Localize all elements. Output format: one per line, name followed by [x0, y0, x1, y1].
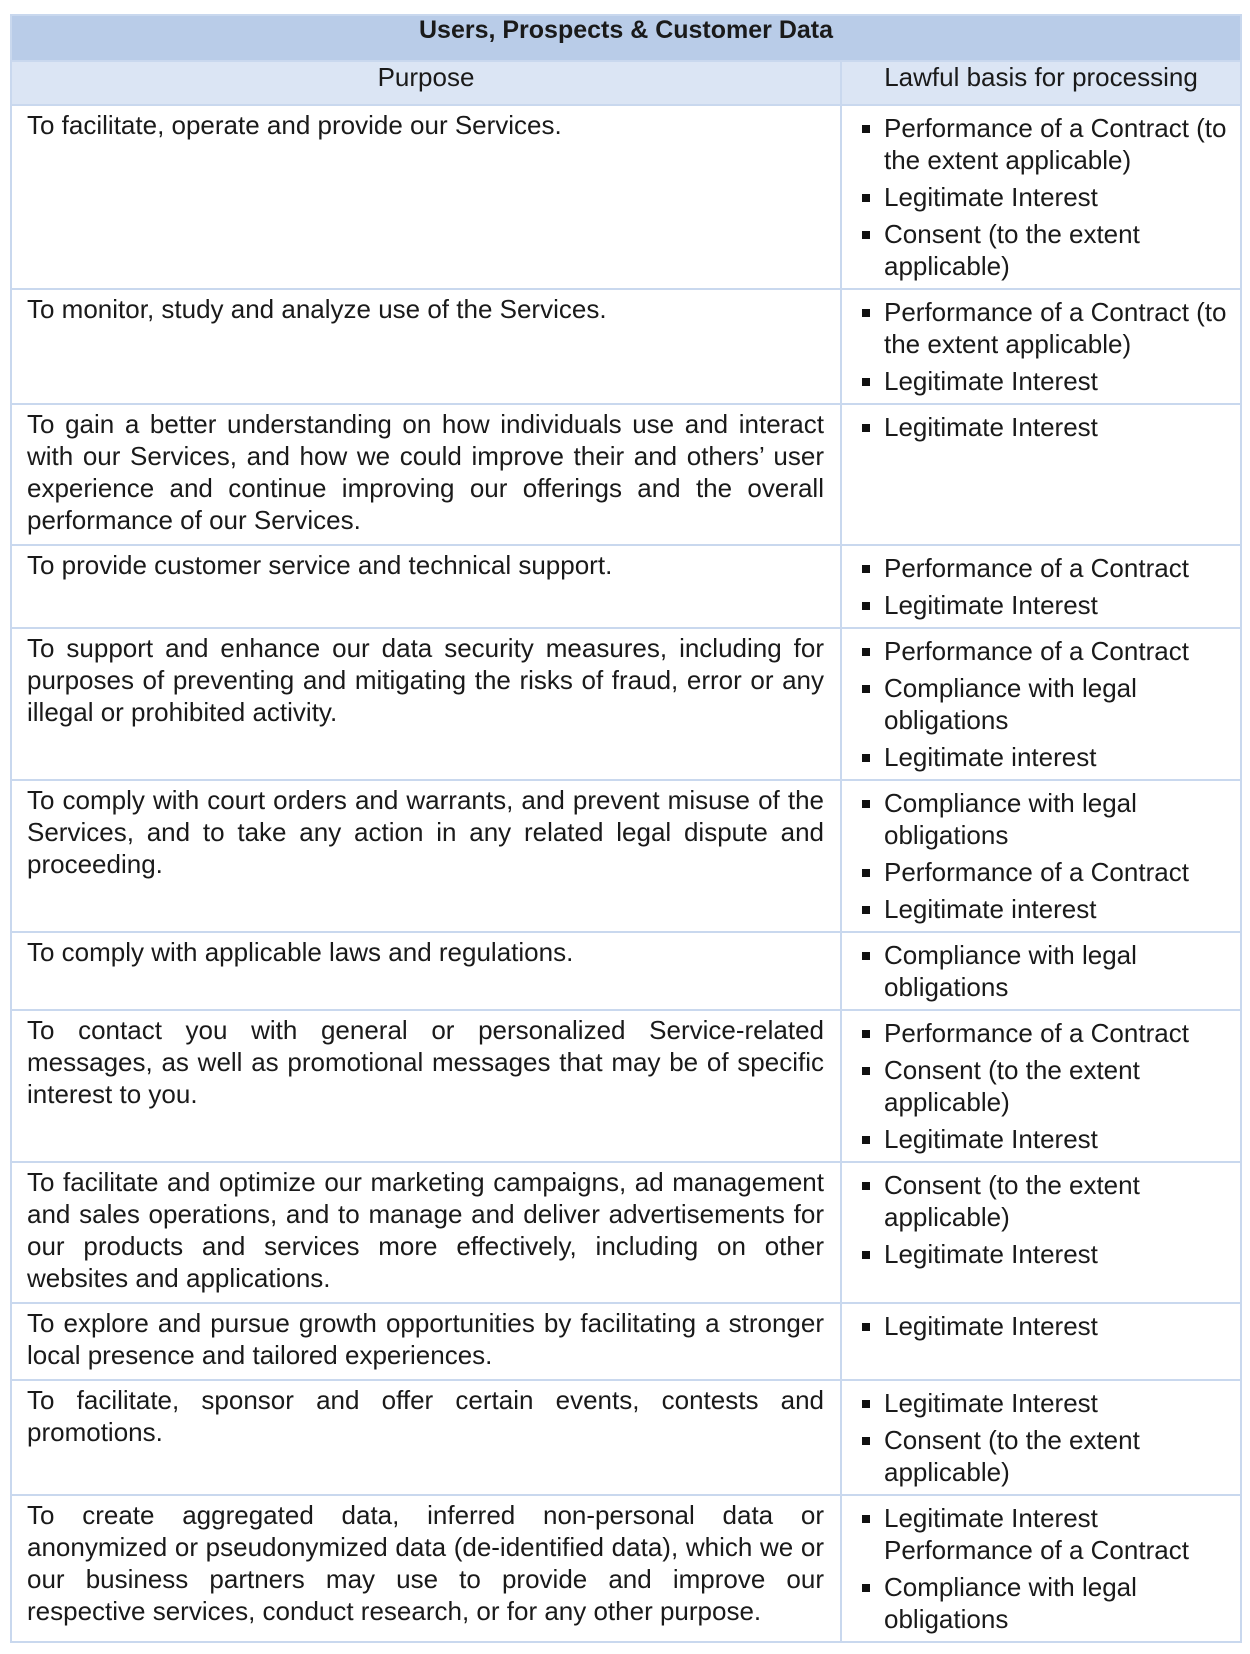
lawful-basis-text: Legitimate interest — [884, 894, 1097, 924]
square-bullet-icon — [862, 194, 870, 202]
list-item — [862, 787, 1230, 851]
list-item — [862, 1054, 1230, 1118]
purpose-cell: To support and enhance our data security measures, including for purposes of preventing and mitigating the risks of fraud, error or any illegal or prohibited activity. — [11, 628, 841, 780]
lawful-basis-list — [862, 1169, 1230, 1270]
lawful-basis-table — [10, 14, 1242, 1643]
lawful-basis-table-container — [10, 14, 1240, 1643]
list-item — [862, 1571, 1230, 1635]
lawful-basis-list — [862, 1387, 1230, 1488]
purpose-cell: To provide customer service and technical support. — [11, 545, 841, 628]
square-bullet-icon — [862, 1182, 870, 1190]
list-item — [862, 365, 1230, 397]
list-item — [862, 1238, 1230, 1270]
square-bullet-icon — [862, 1067, 870, 1075]
square-bullet-icon — [862, 685, 870, 693]
square-bullet-icon — [862, 1251, 870, 1259]
lawful-basis-cell — [841, 780, 1241, 932]
square-bullet-icon — [862, 906, 870, 914]
lawful-basis-list — [862, 787, 1230, 925]
list-item — [862, 589, 1230, 621]
lawful-basis-cell — [841, 545, 1241, 628]
lawful-basis-cell — [841, 1303, 1241, 1380]
list-item — [862, 1424, 1230, 1488]
lawful-basis-text: Compliance with legal obligations — [884, 1572, 1137, 1634]
lawful-basis-cell — [841, 105, 1241, 289]
lawful-basis-text: Compliance with legal obligations — [884, 788, 1137, 850]
square-bullet-icon — [862, 754, 870, 762]
table-row — [11, 1010, 1241, 1162]
lawful-basis-text: Compliance with legal obligations — [884, 673, 1137, 735]
lawful-basis-text: Legitimate interest — [884, 742, 1097, 772]
square-bullet-icon — [862, 1136, 870, 1144]
list-item — [862, 893, 1230, 925]
lawful-basis-cell — [841, 932, 1241, 1010]
lawful-basis-text: Consent (to the extent applicable) — [884, 1170, 1140, 1232]
lawful-basis-text: Legitimate Interest — [884, 412, 1098, 442]
lawful-basis-text: Legitimate Interest — [884, 1124, 1098, 1154]
list-item — [862, 741, 1230, 773]
square-bullet-icon — [862, 565, 870, 573]
lawful-basis-list — [862, 552, 1230, 621]
lawful-basis-text: Performance of a Contract — [884, 636, 1189, 666]
purpose-cell: To monitor, study and analyze use of the Services. — [11, 289, 841, 404]
square-bullet-icon — [862, 1323, 870, 1331]
purpose-cell: To create aggregated data, inferred non-personal data or anonymized or pseudonymized data (de-identified data), which we or our business partners may use to provide and improve our respective services, conduct research, or for any other purpose. — [11, 1495, 841, 1642]
lawful-basis-list — [862, 939, 1230, 1003]
table-row — [11, 1162, 1241, 1303]
lawful-basis-list — [862, 1310, 1230, 1342]
square-bullet-icon — [862, 952, 870, 960]
lawful-basis-text: Legitimate Interest — [884, 1388, 1098, 1418]
table-row — [11, 289, 1241, 404]
lawful-basis-text: Legitimate Interest — [884, 182, 1098, 212]
lawful-basis-text: Consent (to the extent applicable) — [884, 1055, 1140, 1117]
square-bullet-icon — [862, 424, 870, 432]
list-item — [862, 411, 1230, 443]
table-row — [11, 1495, 1241, 1642]
square-bullet-icon — [862, 1515, 870, 1523]
lawful-basis-list — [862, 635, 1230, 773]
column-header-purpose: Purpose — [11, 61, 841, 105]
square-bullet-icon — [862, 1400, 870, 1408]
lawful-basis-text: Legitimate Interest — [884, 1239, 1098, 1269]
list-item — [862, 939, 1230, 1003]
lawful-basis-text: Legitimate Interest — [884, 366, 1098, 396]
lawful-basis-text: Consent (to the extent applicable) — [884, 219, 1140, 281]
lawful-basis-text: Performance of a Contract (to the extent applicable) — [884, 113, 1227, 175]
table-row — [11, 628, 1241, 780]
lawful-basis-list — [862, 1502, 1230, 1635]
lawful-basis-text: Performance of a Contract — [884, 553, 1189, 583]
lawful-basis-text: Performance of a Contract — [884, 1018, 1189, 1048]
lawful-basis-cell — [841, 1162, 1241, 1303]
purpose-cell: To comply with applicable laws and regulations. — [11, 932, 841, 1010]
square-bullet-icon — [862, 869, 870, 877]
lawful-basis-list — [862, 112, 1230, 282]
purpose-cell: To facilitate, sponsor and offer certain events, contests and promotions. — [11, 1380, 841, 1495]
table-title-row — [11, 15, 1241, 61]
square-bullet-icon — [862, 125, 870, 133]
column-header-lawful-basis: Lawful basis for processing — [841, 61, 1241, 105]
lawful-basis-text: Compliance with legal obligations — [884, 940, 1137, 1002]
purpose-cell: To explore and pursue growth opportunities by facilitating a stronger local presence and tailored experiences. — [11, 1303, 841, 1380]
list-item — [862, 181, 1230, 213]
table-title: Users, Prospects & Customer Data — [11, 15, 1241, 61]
purpose-cell: To gain a better understanding on how individuals use and interact with our Services, and how we could improve their and others’ user experience and continue improving our offerings and the overall performance of our Services. — [11, 404, 841, 545]
square-bullet-icon — [862, 378, 870, 386]
table-row — [11, 545, 1241, 628]
square-bullet-icon — [862, 1030, 870, 1038]
table-body — [11, 105, 1241, 1642]
square-bullet-icon — [862, 231, 870, 239]
list-item — [862, 1502, 1230, 1566]
lawful-basis-cell — [841, 1380, 1241, 1495]
table-header-row — [11, 61, 1241, 105]
list-item — [862, 552, 1230, 584]
table-row — [11, 1380, 1241, 1495]
lawful-basis-list — [862, 296, 1230, 397]
lawful-basis-cell — [841, 1010, 1241, 1162]
list-item — [862, 1310, 1230, 1342]
square-bullet-icon — [862, 800, 870, 808]
list-item — [862, 112, 1230, 176]
table-row — [11, 932, 1241, 1010]
lawful-basis-cell — [841, 628, 1241, 780]
lawful-basis-list — [862, 411, 1230, 443]
table-row — [11, 780, 1241, 932]
purpose-cell: To facilitate, operate and provide our Services. — [11, 105, 841, 289]
lawful-basis-text: Legitimate Interest Performance of a Contract — [884, 1503, 1189, 1565]
list-item — [862, 635, 1230, 667]
lawful-basis-cell — [841, 404, 1241, 545]
lawful-basis-text: Performance of a Contract — [884, 857, 1189, 887]
list-item — [862, 1387, 1230, 1419]
square-bullet-icon — [862, 309, 870, 317]
table-row — [11, 105, 1241, 289]
square-bullet-icon — [862, 648, 870, 656]
purpose-cell: To comply with court orders and warrants, and prevent misuse of the Services, and to take any action in any related legal dispute and proceeding. — [11, 780, 841, 932]
lawful-basis-text: Legitimate Interest — [884, 590, 1098, 620]
list-item — [862, 1017, 1230, 1049]
list-item — [862, 296, 1230, 360]
square-bullet-icon — [862, 1437, 870, 1445]
table-row — [11, 1303, 1241, 1380]
list-item — [862, 218, 1230, 282]
lawful-basis-text: Consent (to the extent applicable) — [884, 1425, 1140, 1487]
table-row — [11, 404, 1241, 545]
lawful-basis-text: Performance of a Contract (to the extent applicable) — [884, 297, 1227, 359]
lawful-basis-cell — [841, 289, 1241, 404]
lawful-basis-list — [862, 1017, 1230, 1155]
purpose-cell: To contact you with general or personalized Service-related messages, as well as promotional messages that may be of specific interest to you. — [11, 1010, 841, 1162]
square-bullet-icon — [862, 1584, 870, 1592]
purpose-cell: To facilitate and optimize our marketing campaigns, ad management and sales operations, and to manage and deliver advertisements for our products and services more effectively, including on other websites and applications. — [11, 1162, 841, 1303]
lawful-basis-text: Legitimate Interest — [884, 1311, 1098, 1341]
list-item — [862, 856, 1230, 888]
list-item — [862, 1123, 1230, 1155]
square-bullet-icon — [862, 602, 870, 610]
list-item — [862, 672, 1230, 736]
lawful-basis-cell — [841, 1495, 1241, 1642]
list-item — [862, 1169, 1230, 1233]
